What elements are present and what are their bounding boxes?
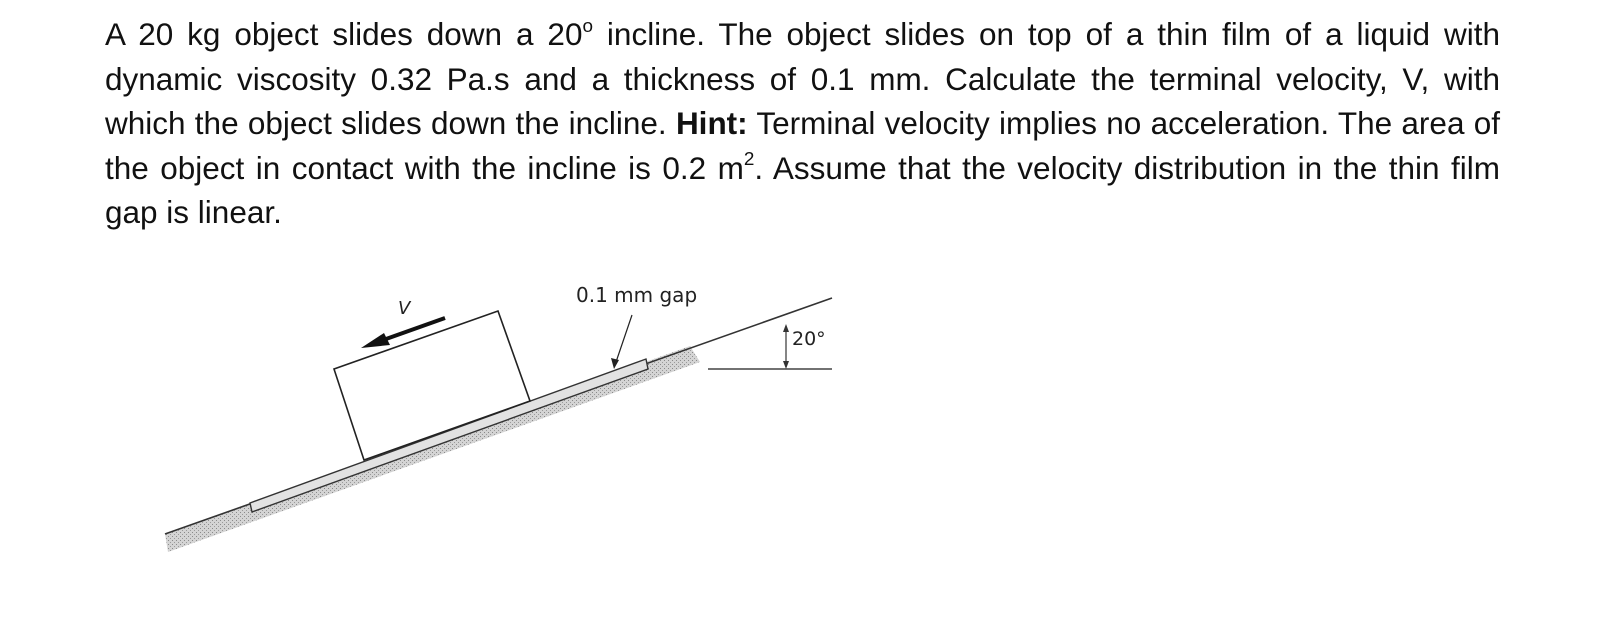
gap-leader-arrow	[611, 315, 632, 369]
problem-text-part4: . Assume that the velocity distribution in the thin film gap is linear.	[105, 149, 1500, 230]
hint-label: Hint:	[675, 105, 748, 141]
degree-superscript: o	[582, 15, 593, 37]
problem-text-part3: Terminal velocity implies no acceleration. The area of the object in contact with the incline is 0.2 m	[105, 105, 1500, 186]
angle-label: 20°	[792, 328, 826, 350]
problem-text-part2: incline. The object slides on top of a thin film of a liquid with dynamic viscosity 0.32 Pa.s and a thickness of 0.1 mm. Calculate the terminal velocity, V, with which the object slides down the incline.	[105, 16, 1500, 141]
gap-label: 0.1 mm gap	[576, 283, 698, 307]
angle-arrow	[783, 324, 789, 369]
velocity-label: V	[398, 298, 411, 319]
problem-text-part1: A 20 kg object slides down a 20	[105, 16, 583, 52]
area-exponent: 2	[743, 149, 755, 170]
